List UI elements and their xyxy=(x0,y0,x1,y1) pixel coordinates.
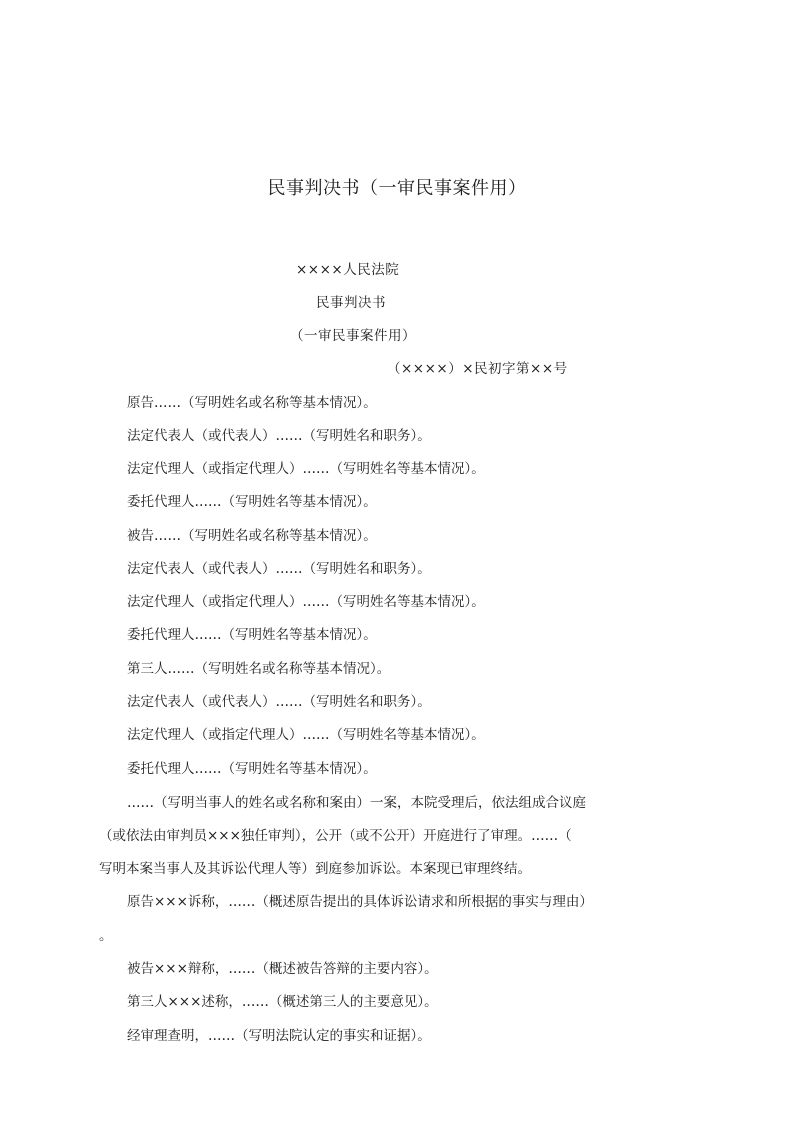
case-intro-line-3: 写明本案当事人及其诉讼代理人等）到庭参加诉讼。本案现已审理终结。 xyxy=(99,861,531,877)
case-number: （××××）×民初字第××号 xyxy=(387,361,568,377)
party-plaintiff-statutory-agent: 法定代理人（或指定代理人）……（写明姓名等基本情况）。 xyxy=(127,461,485,477)
party-plaintiff-entrusted-agent: 委托代理人……（写明姓名等基本情况）。 xyxy=(127,494,377,510)
plaintiff-claim-line-1: 原告×××诉称，……（概述原告提出的具体诉讼请求和所根据的事实与理由） xyxy=(127,894,593,910)
document-title: 民事判决书（一审民事案件用） xyxy=(267,178,527,199)
party-third-party-legal-rep: 法定代表人（或代表人）……（写明姓名和职务）。 xyxy=(127,694,431,710)
document-type: 民事判决书 xyxy=(316,295,386,311)
case-intro-line-1: ……（写明当事人的姓名或名称和案由）一案，本院受理后，依法组成合议庭 xyxy=(127,795,586,811)
defendant-reply: 被告×××辩称，……（概述被告答辩的主要内容）。 xyxy=(127,961,438,977)
party-defendant: 被告……（写明姓名或名称等基本情况）。 xyxy=(127,528,377,544)
party-plaintiff: 原告……（写明姓名或名称等基本情况）。 xyxy=(127,395,377,411)
party-third-party: 第三人……（写明姓名或名称等基本情况）。 xyxy=(127,661,391,677)
party-defendant-legal-rep: 法定代表人（或代表人）……（写明姓名和职务）。 xyxy=(127,561,431,577)
party-third-party-statutory-agent: 法定代理人（或指定代理人）……（写明姓名等基本情况）。 xyxy=(127,727,485,743)
document-scope: （一审民事案件用） xyxy=(290,328,416,344)
court-findings: 经审理查明，……（写明法院认定的事实和证据）。 xyxy=(127,1028,431,1044)
plaintiff-claim-line-2: 。 xyxy=(99,928,113,944)
party-defendant-statutory-agent: 法定代理人（或指定代理人）……（写明姓名等基本情况）。 xyxy=(127,594,485,610)
third-party-statement: 第三人×××述称，……（概述第三人的主要意见）。 xyxy=(127,994,438,1010)
party-third-party-entrusted-agent: 委托代理人……（写明姓名等基本情况）。 xyxy=(127,761,377,777)
party-defendant-entrusted-agent: 委托代理人……（写明姓名等基本情况）。 xyxy=(127,627,377,643)
court-name: ××××人民法院 xyxy=(296,262,400,278)
party-plaintiff-legal-rep: 法定代表人（或代表人）……（写明姓名和职务）。 xyxy=(127,428,431,444)
case-intro-line-2: （或依法由审判员×××独任审判），公开（或不公开）开庭进行了审理。……（ xyxy=(99,828,572,844)
